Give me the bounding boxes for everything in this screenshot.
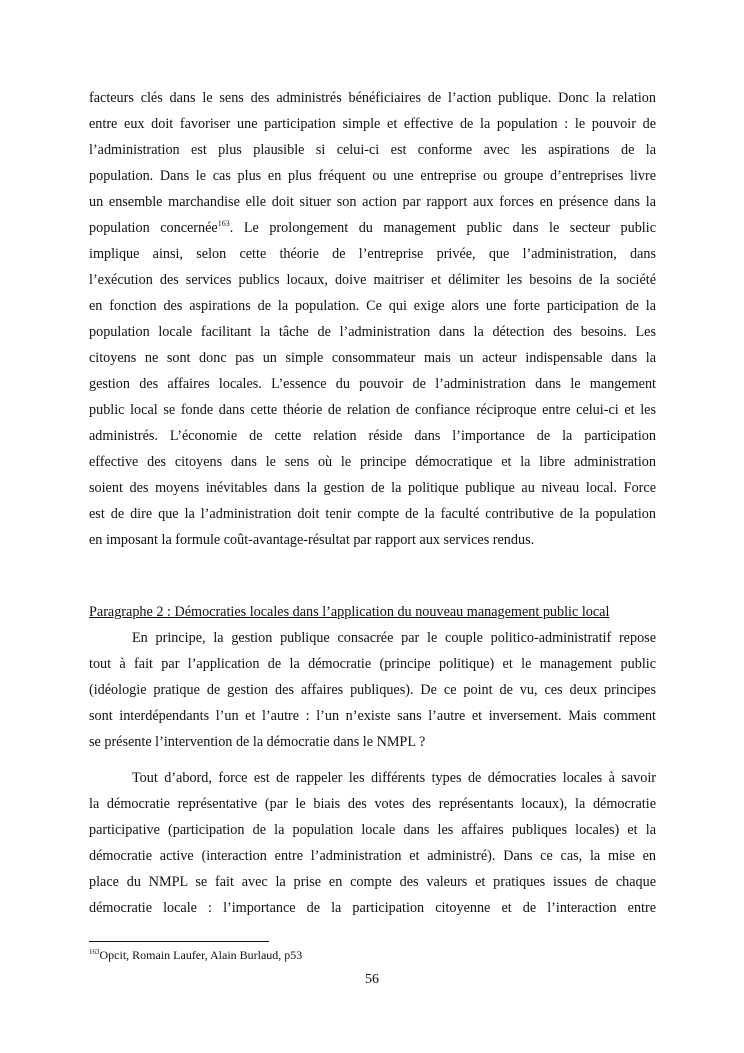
text-segment: population concernée xyxy=(89,220,218,236)
text-line: Tout d’abord, force est de rappeler les différents types de démocraties locales à savoir xyxy=(132,770,656,786)
page-number: 56 xyxy=(365,972,379,987)
text-line: gestion des affaires locales. L’essence du pouvoir de l’administration dans le mangement xyxy=(89,376,656,392)
text-line: population locale facilitant la tâche de l’administration dans la détection des besoins. Les xyxy=(89,324,656,340)
text-line: sont interdépendants l’un et l’autre : l’un n’existe sans l’autre et inversement. Mais comment xyxy=(89,708,656,724)
section-heading: Paragraphe 2 : Démocraties locales dans l’application du nouveau management public local xyxy=(89,604,610,620)
paragraph-1 xyxy=(89,85,656,553)
paragraph-3 xyxy=(89,765,656,921)
text-segment: . Le prolongement du management public dans le secteur public xyxy=(229,220,656,236)
text-line: tout à fait par l’application de la démocratie (principe politique) et le management public xyxy=(89,656,656,672)
text-line: En principe, la gestion publique consacrée par le couple politico-administratif repose xyxy=(132,630,656,646)
footnote-reference[interactable]: 163 xyxy=(217,219,230,228)
footnote xyxy=(89,946,302,964)
text-line: administrés. L’économie de cette relation réside dans l’importance de la participation xyxy=(89,428,656,444)
text-line: est de dire que la l’administration doit tenir compte de la faculté contributive de la population xyxy=(89,506,656,522)
footnote-number: 163 xyxy=(89,948,100,956)
text-line: facteurs clés dans le sens des administrés bénéficiaires de l’action publique. Donc la relation xyxy=(89,90,656,106)
text-line: démocratie locale : l’importance de la participation citoyenne et de l’interaction entre xyxy=(89,900,656,916)
text-line xyxy=(89,215,656,241)
text-line: (idéologie pratique de gestion des affaires publiques). De ce point de vu, ces deux principes xyxy=(89,682,656,698)
text-line: l’exécution des services publics locaux, doive maitriser et délimiter les besoins de la société xyxy=(89,272,656,288)
text-line: public local se fonde dans cette théorie de relation de confiance réciproque entre celui-ci et les xyxy=(89,402,656,418)
text-line: citoyens ne sont donc pas un simple consommateur mais un acteur indispensable dans la xyxy=(89,350,656,366)
text-line: un ensemble marchandise elle doit situer son action par rapport aux forces en présence dans la xyxy=(89,194,656,210)
text-line: place du NMPL se fait avec la prise en compte des valeurs et pratiques issues de chaque xyxy=(89,874,656,890)
text-line: se présente l’intervention de la démocratie dans le NMPL ? xyxy=(89,734,426,750)
text-line: implique ainsi, selon cette théorie de l’entreprise privée, que l’administration, dans xyxy=(89,246,656,262)
text-line: population. Dans le cas plus en plus fréquent ou une entreprise ou groupe d’entreprises livre xyxy=(89,168,656,184)
text-line: soient des moyens inévitables dans la gestion de la politique publique au niveau local. Force xyxy=(89,480,656,496)
footnote-separator xyxy=(89,941,269,942)
text-line: en imposant la formule coût-avantage-résultat par rapport aux services rendus. xyxy=(89,532,535,548)
text-line: démocratie active (interaction entre l’administration et administré). Dans ce cas, la mise en xyxy=(89,848,656,864)
text-line: la démocratie représentative (par le biais des votes des représentants locaux), la démocratie xyxy=(89,796,656,812)
paragraph-2 xyxy=(89,625,656,755)
text-line: effective des citoyens dans le sens où le principe démocratique et la libre administration xyxy=(89,454,656,470)
text-line: en fonction des aspirations de la population. Ce qui exige alors une forte participation de la xyxy=(89,298,656,314)
footnote-text: Opcit, Romain Laufer, Alain Burlaud, p53 xyxy=(99,948,303,962)
text-line: participative (participation de la population locale dans les affaires publiques locales) et la xyxy=(89,822,656,838)
text-line: l’administration est plus plausible si celui-ci est conforme avec les aspirations de la xyxy=(89,142,656,158)
text-line: entre eux doit favoriser une participation simple et effective de la population : le pouvoir de xyxy=(89,116,656,132)
